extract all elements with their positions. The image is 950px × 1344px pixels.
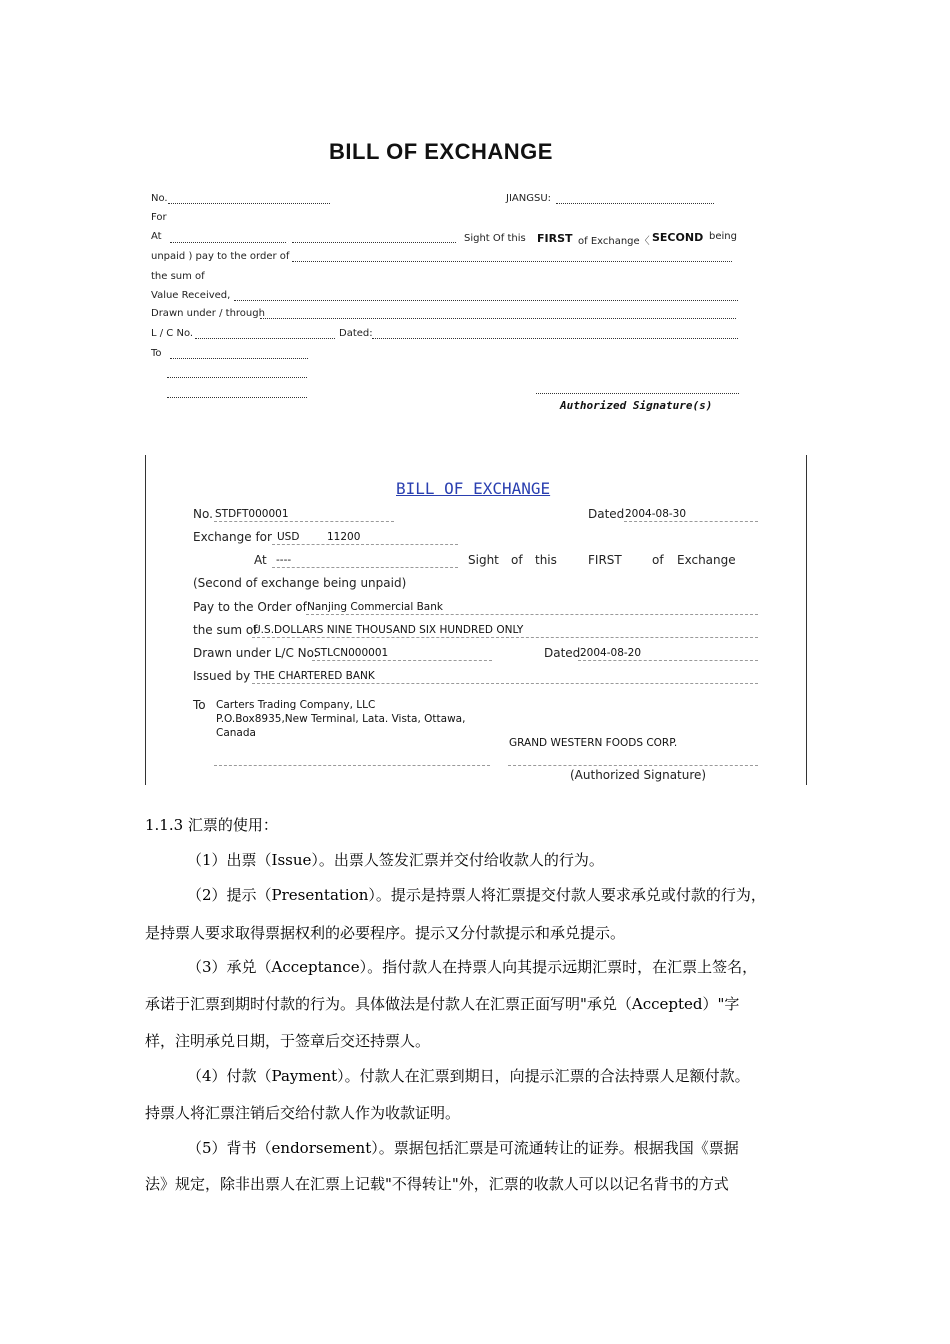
form1-no-line [168, 203, 330, 204]
form2-issued-line [252, 683, 758, 684]
form2-signature-line [508, 765, 758, 766]
form2-to-line2: P.O.Box8935,New Terminal, Lata. Vista, Ottawa, [216, 713, 466, 725]
form1-to-line-1 [170, 358, 308, 359]
form2-dated-value: 2004-08-30 [625, 508, 687, 520]
paragraph-payment-line1: （4）付款（Payment）。付款人在汇票到期日，向提示汇票的合法持票人足额付款。 [187, 1067, 750, 1085]
form2-pay-order-value: Nanjing Commercial Bank [307, 601, 443, 613]
form1-sight-text: Sight Of this [464, 233, 526, 244]
form1-signature-line [536, 393, 739, 394]
form2-drawn-label: Drawn under L/C No. [193, 646, 318, 660]
form2-lc-dated-value: 2004-08-20 [580, 647, 642, 659]
form2-no-label: No. [193, 507, 213, 521]
form1-of-exchange: of Exchange〈 [578, 236, 650, 247]
form1-lc-line [195, 338, 335, 339]
paragraph-presentation-line2: 是持票人要求取得票据权利的必要程序。提示又分付款提示和承兑提示。 [145, 924, 626, 942]
form2-currency: USD [277, 531, 300, 543]
form2-at-label: At [254, 553, 267, 567]
form1-lc-label: L / C No. [151, 328, 194, 339]
form1-at-label: At [151, 231, 162, 242]
form1-to-line-3 [167, 397, 307, 398]
form2-sum-label: the sum of [193, 623, 258, 637]
paragraph-acceptance-line1: （3）承兑（Acceptance）。指付款人在持票人向其提示远期汇票时，在汇票上签名， [187, 958, 758, 976]
paragraph-presentation-line1: （2）提示（Presentation）。提示是持票人将汇票提交付款人要求承兑或付款的行为， [187, 886, 766, 904]
form2-dated-label: Dated [588, 507, 625, 521]
form2-sum-line [252, 637, 758, 638]
form1-to-label: To [151, 348, 162, 359]
form2-no-line [214, 521, 394, 522]
form2-of-label: of [511, 553, 523, 567]
form2-of2-label: of [652, 553, 664, 567]
form2-dated-line [624, 521, 758, 522]
form1-to-line-2 [167, 377, 307, 378]
paragraph-endorsement-line1: （5）背书（endorsement）。票据包括汇票是可流通转让的证券。根据我国《票据 [187, 1139, 739, 1157]
form2-drawn-value: STLCN000001 [314, 647, 389, 659]
form2-this-label: this [535, 553, 557, 567]
form2-title: BILL OF EXCHANGE [396, 479, 551, 498]
form1-drawn-line [260, 318, 736, 319]
form2-pay-order-label: Pay to the Order of [193, 600, 307, 614]
form2-at-line [272, 567, 458, 568]
form2-lc-dated-line [578, 660, 758, 661]
form1-place-label: JIANGSU: [506, 193, 552, 204]
form2-lc-dated-label: Dated [544, 646, 581, 660]
section-heading: 1.1.3 汇票的使用： [145, 816, 278, 834]
form2-sum-value: U.S.DOLLARS NINE THOUSAND SIX HUNDRED ONLY [253, 624, 524, 636]
form1-no-label: No. [151, 193, 168, 204]
form2-amount-line [272, 544, 458, 545]
form2-to-sign-line [214, 765, 490, 766]
paragraph-issue: （1）出票（Issue）。出票人签发汇票并交付给收款人的行为。 [187, 851, 604, 869]
form2-exchange-for-label: Exchange for [193, 530, 272, 544]
form1-unpaid-text: unpaid ) pay to the order of [151, 251, 290, 262]
form1-first-text: FIRST [537, 232, 573, 245]
form2-first-label: FIRST [588, 553, 622, 567]
form2-to-line3: Canada [216, 727, 256, 739]
form1-second-text: SECOND [652, 231, 704, 244]
form1-at-line-2 [292, 242, 456, 243]
form2-drawer: GRAND WESTERN FOODS CORP. [509, 737, 678, 749]
form2-no-value: STDFT000001 [215, 508, 289, 520]
form1-order-line [292, 261, 732, 262]
form1-being-text: being [709, 231, 737, 242]
form2-to-label: To [193, 698, 206, 712]
form2-at-value: ---- [276, 554, 292, 566]
paragraph-payment-line2: 持票人将汇票注销后交给付款人作为收款证明。 [145, 1104, 461, 1122]
form2-signature-label: (Authorized Signature) [570, 768, 707, 782]
form1-sum-label: the sum of [151, 271, 205, 282]
form2-amount: 11200 [327, 531, 361, 543]
form2-pay-order-line [306, 614, 758, 615]
form1-title: BILL OF EXCHANGE [329, 139, 553, 164]
form1-drawn-label: Drawn under / through [151, 308, 265, 319]
form1-place-line [556, 203, 714, 204]
form2-drawn-line [312, 660, 492, 661]
form2-sight-label: Sight [468, 553, 499, 567]
form1-at-line-1 [170, 242, 286, 243]
form2-issued-value: THE CHARTERED BANK [254, 670, 375, 682]
form2-second-unpaid: (Second of exchange being unpaid) [193, 576, 407, 590]
paragraph-acceptance-line3: 样，注明承兑日期，于签章后交还持票人。 [145, 1032, 431, 1050]
form2-exchange-label: Exchange [677, 553, 736, 567]
form2-to-line1: Carters Trading Company, LLC [216, 699, 376, 711]
paragraph-endorsement-line2: 法》规定，除非出票人在汇票上记载"不得转让"外，汇票的收款人可以以记名背书的方式 [145, 1175, 729, 1193]
form1-value-line [234, 300, 738, 301]
form2-issued-label: Issued by [193, 669, 251, 683]
form1-for-label: For [151, 212, 167, 223]
form1-signature-label: Authorized Signature(s) [560, 399, 713, 412]
form1-value-received: Value Received, [151, 290, 231, 301]
paragraph-acceptance-line2: 承诺于汇票到期时付款的行为。具体做法是付款人在汇票正面写明"承兑（Accepted）"字 [145, 995, 740, 1013]
form1-dated-label: Dated: [339, 328, 373, 339]
form1-dated-line [372, 338, 738, 339]
